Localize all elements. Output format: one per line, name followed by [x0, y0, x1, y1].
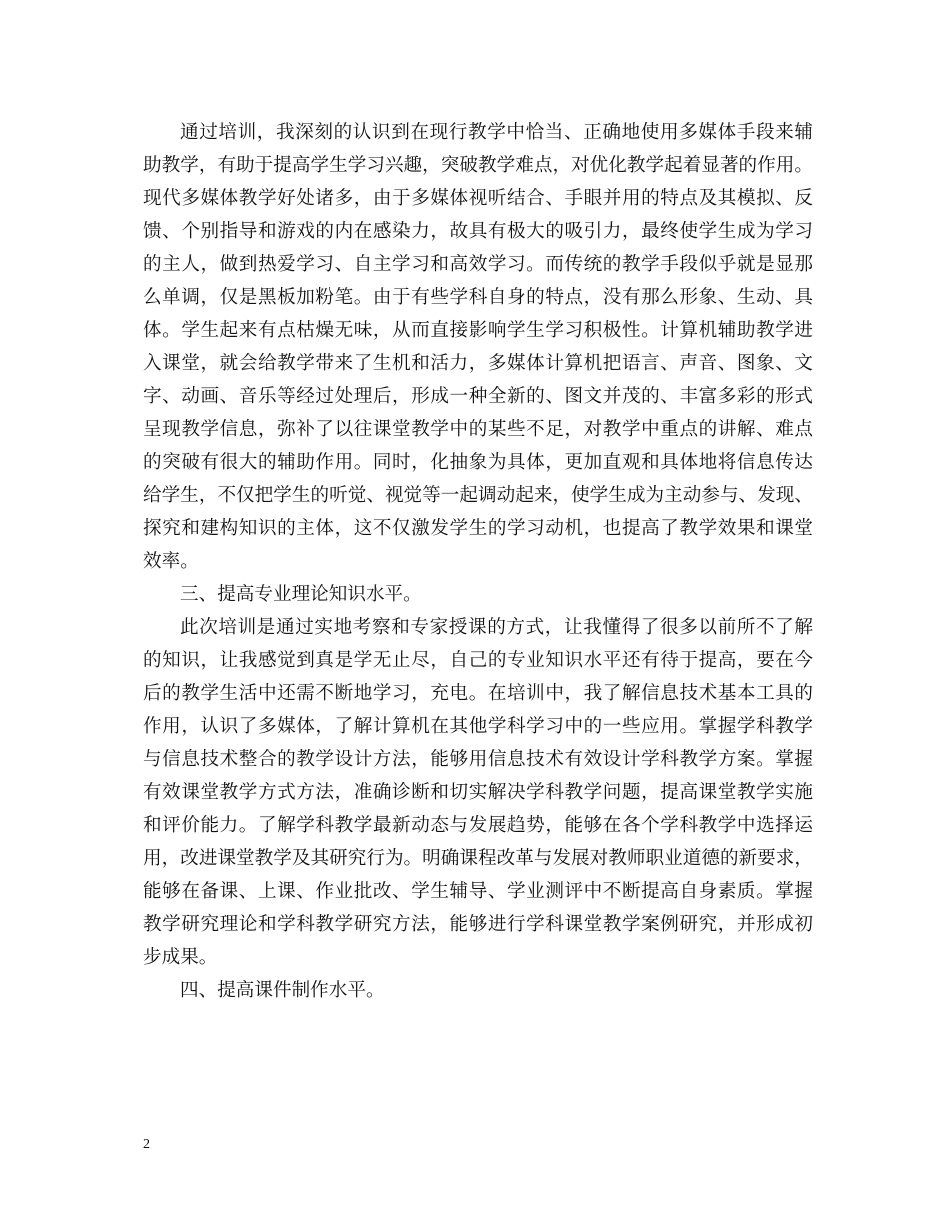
text-line: 通过培训，我深刻的认识到在现行教学中恰当、正确地使用多媒体手段来辅	[180, 122, 813, 143]
page-number: 2	[143, 1137, 150, 1152]
body-text	[143, 116, 813, 1007]
text-line: 探究和建构知识的主体，这不仅激发学生的学习动机，也提高了教学效果和课堂	[143, 518, 813, 539]
text-line: 入课堂，就会给教学带来了生机和活力，多媒体计算机把语言、声音、图象、文	[143, 353, 813, 374]
text-line: 作用，认识了多媒体，了解计算机在其他学科学习中的一些应用。掌握学科教学	[143, 716, 813, 737]
text-line: 三、提高专业理论知识水平。	[180, 584, 422, 605]
text-line: 教学研究理论和学科教学研究方法，能够进行学科课堂教学案例研究，并形成初	[143, 914, 813, 935]
text-line: 现代多媒体教学好处诸多，由于多媒体视听结合、手眼并用的特点及其模拟、反	[143, 188, 813, 209]
text-line: 字、动画、音乐等经过处理后，形成一种全新的、图文并茂的、丰富多彩的形式	[143, 386, 813, 407]
text-line: 的主人，做到热爱学习、自主学习和高效学习。而传统的教学手段似乎就是显那	[143, 254, 813, 275]
text-line: 的知识，让我感觉到真是学无止尽，自己的专业知识水平还有待于提高，要在今	[143, 650, 813, 671]
text-line: 步成果。	[143, 947, 218, 968]
text-line: 和评价能力。了解学科教学最新动态与发展趋势，能够在各个学科教学中选择运	[143, 815, 813, 836]
text-line: 呈现教学信息，弥补了以往课堂教学中的某些不足，对教学中重点的讲解、难点	[143, 419, 813, 440]
text-line: 有效课堂教学方式方法，准确诊断和切实解决学科教学问题，提高课堂教学实施	[143, 782, 813, 803]
text-line: 能够在备课、上课、作业批改、学生辅导、学业测评中不断提高自身素质。掌握	[143, 881, 813, 902]
text-line: 后的教学生活中还需不断地学习，充电。在培训中，我了解信息技术基本工具的	[143, 683, 813, 704]
text-line: 效率。	[143, 551, 199, 572]
text-line: 用，改进课堂教学及其研究行为。明确课程改革与发展对教师职业道德的新要求，	[143, 848, 813, 869]
text-line: 么单调，仅是黑板加粉笔。由于有些学科自身的特点，没有那么形象、生动、具	[143, 287, 813, 308]
text-line: 助教学，有助于提高学生学习兴趣，突破教学难点，对优化教学起着显著的作用。	[143, 155, 813, 176]
text-line: 与信息技术整合的教学设计方法，能够用信息技术有效设计学科教学方案。掌握	[143, 749, 813, 770]
text-line: 的突破有很大的辅助作用。同时，化抽象为具体，更加直观和具体地将信息传达	[143, 452, 813, 473]
text-line: 此次培训是通过实地考察和专家授课的方式，让我懂得了很多以前所不了解	[180, 617, 813, 638]
text-line: 体。学生起来有点枯燥无味，从而直接影响学生学习积极性。计算机辅助教学进	[143, 320, 813, 341]
text-line: 馈、个别指导和游戏的内在感染力，故具有极大的吸引力，最终使学生成为学习	[143, 221, 813, 242]
text-line: 四、提高课件制作水平。	[180, 980, 385, 1001]
text-line: 给学生，不仅把学生的听觉、视觉等一起调动起来，使学生成为主动参与、发现、	[143, 485, 813, 506]
